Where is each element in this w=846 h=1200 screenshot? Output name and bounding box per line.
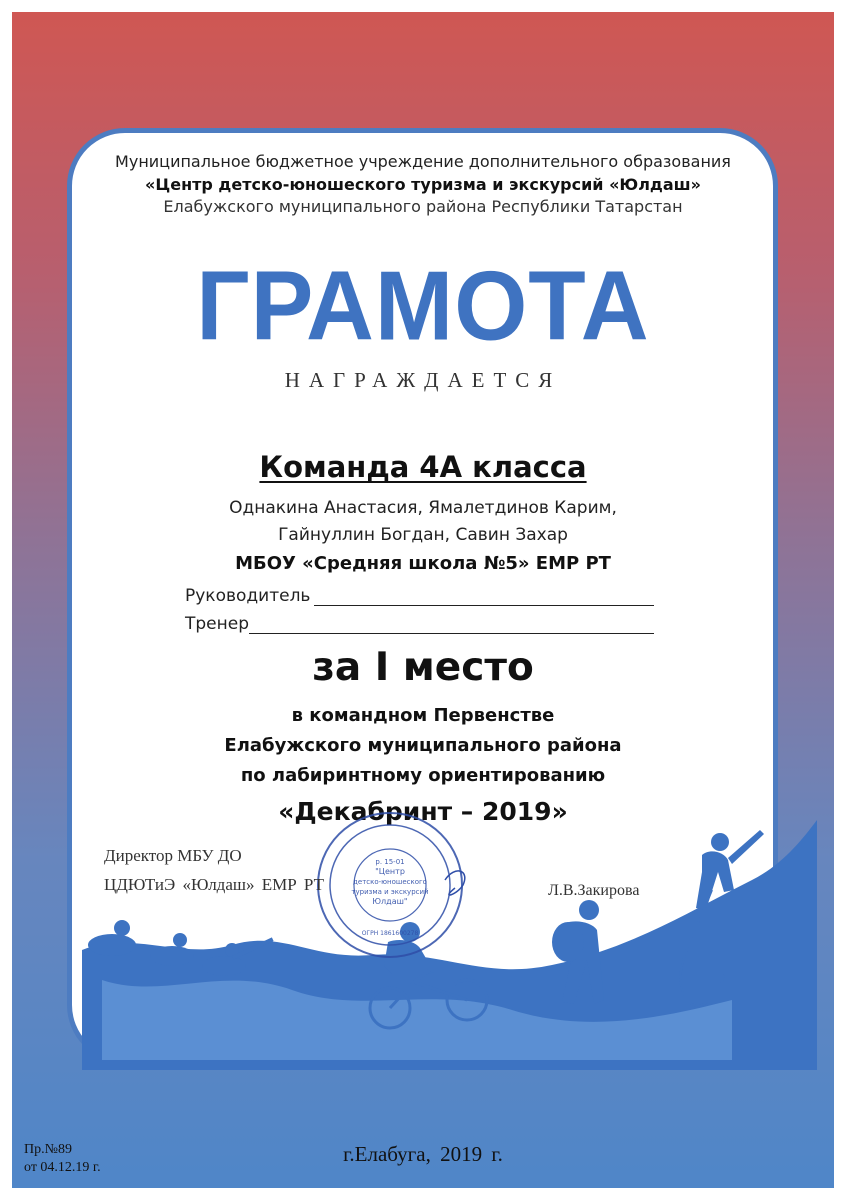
protocol-date: от 04.12.19 г. [24,1160,101,1175]
event-name: «Декабринт – 2019» [278,797,568,826]
team-name [0,450,846,484]
awarded-caption: НАГРАЖДАЕТСЯ [284,368,562,392]
trainer-label: Тренер [185,614,249,634]
stamp-line-5: Юлдаш" [372,897,408,906]
director-name: Л.В.Закирова [548,882,640,899]
leader-line [185,586,654,606]
director-title-line1: Директор МБУ ДО [104,846,242,865]
director-title-line2: ЦДЮТиЭ «Юлдаш» ЕМР РТ [104,875,324,894]
stamp-line-4: туризма и экскурсий [351,888,429,896]
org-name-line2: «Центр детско-юношеского туризма и экскурсий «Юлдаш» [145,175,701,194]
protocol-number: Пр.№89 [24,1142,72,1157]
leader-label: Руководитель [185,586,311,606]
certificate-title: ГРАМОТА [196,250,650,361]
stamp-line-2: "Центр [375,867,405,876]
team-name-text: Команда 4А класса [259,450,587,484]
members-line2: Гайнуллин Богдан, Савин Захар [278,525,568,545]
trainer-line [185,614,654,634]
trainer-blank [249,616,654,634]
place-text: за I место [312,645,534,690]
achievement-line1: в командном Первенстве [291,705,555,726]
members-line1: Однакина Анастасия, Ямалетдинов Карим, [229,498,617,518]
achievement-line2: Елабужского муниципального района [224,735,622,756]
org-name-line3: Елабужского муниципального района Республики Татарстан [163,197,683,216]
org-name-line1: Муниципальное бюджетное учреждение дополнительного образования [115,152,731,171]
achievement-line3: по лабиринтному ориентированию [240,765,606,786]
school-name: МБОУ «Средняя школа №5» ЕМР РТ [235,553,611,574]
stamp-line-1: р. 15-01 [375,858,405,866]
city-year: г.Елабуга, 2019 г. [343,1142,503,1166]
stamp-id: ОГРН 1861600278 [361,930,419,937]
official-stamp [305,810,475,960]
leader-blank [314,588,654,606]
stamp-line-3: детско-юношеского [353,878,427,886]
